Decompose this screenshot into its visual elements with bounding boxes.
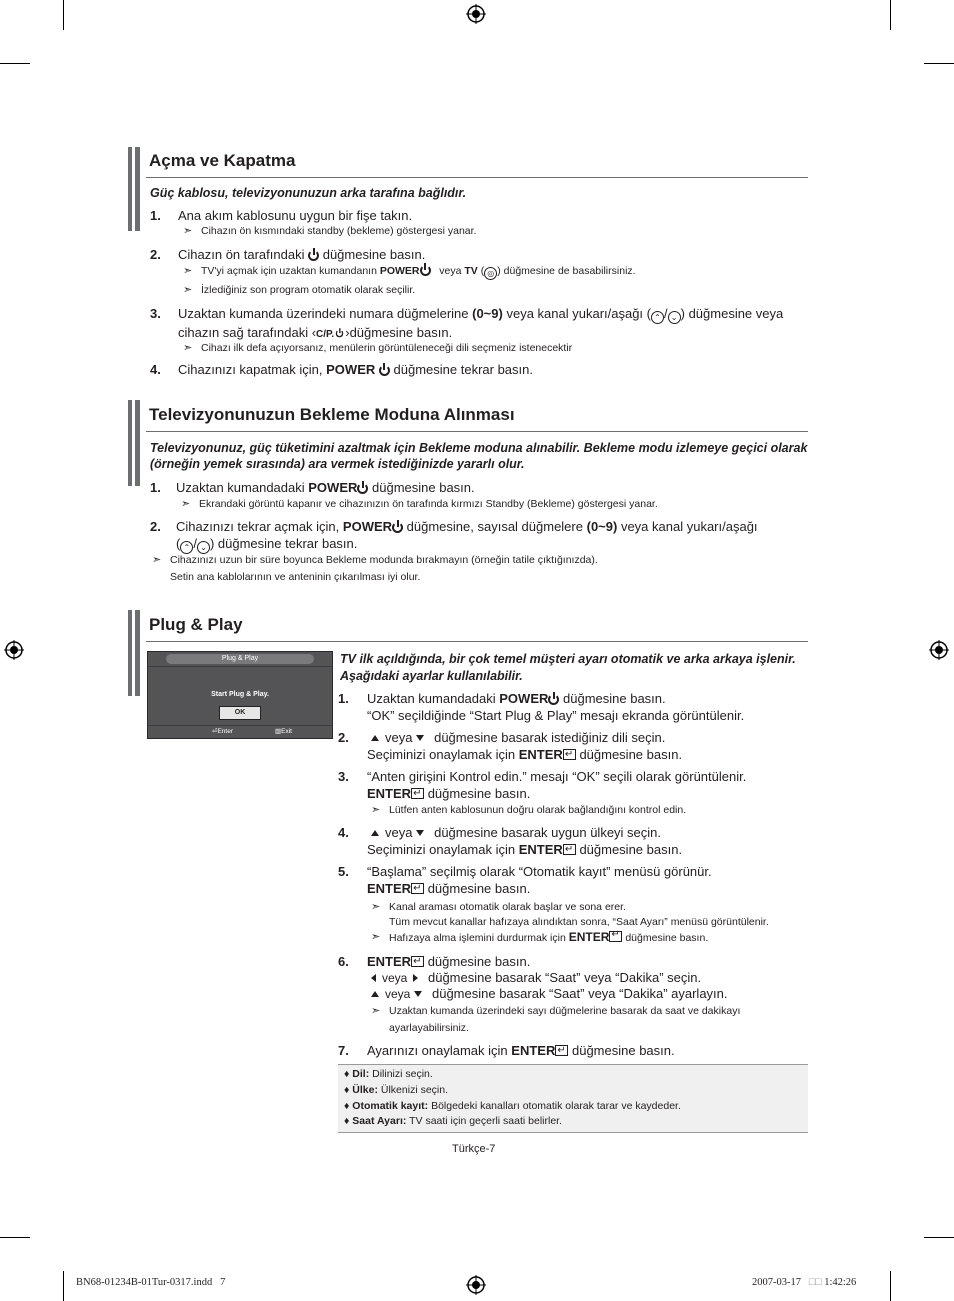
arrow-down-icon (414, 991, 422, 997)
step-number: 4. (338, 825, 349, 840)
registration-mark-icon (466, 1275, 486, 1295)
step-text (367, 690, 744, 724)
summary-text: Ülkenizi seçin. (380, 1084, 448, 1096)
text-part: Seçiminizi onaylamak için (367, 747, 516, 762)
registration-mark-icon (466, 4, 486, 24)
text-part: Uzaktan kumanda üzerindeki numara düğmelerine (178, 306, 469, 321)
power-label: POWER (308, 480, 358, 495)
text-part: düğmesine basın. (322, 247, 426, 262)
arrow-up-icon (371, 735, 379, 741)
text-part: veya kanal yukarı/aşağı (620, 519, 758, 534)
text-part: düğmesine basın. (579, 747, 683, 762)
note-text: Kanal araması otomatik olarak başlar ve sona erer. (389, 901, 626, 913)
summary-label: Otomatik kayıt: (352, 1100, 429, 1112)
crop-mark (63, 0, 64, 30)
text-part: düğmesine basarak istediğiniz dili seçin. (434, 730, 666, 745)
note-text: TV'yi açmak için uzaktan kumandanın POWER veya TV ( ◎ ) düğmesine de basabilirsiniz. (201, 265, 636, 278)
power-label: POWER (342, 519, 393, 534)
text-part: düğmesine basın. (625, 932, 709, 944)
chevron-right-icon: › (345, 325, 350, 340)
exit-icon: ▥ (275, 728, 282, 735)
power-label: POWER (499, 691, 549, 706)
text-part: Cihazın ön tarafındaki (178, 247, 305, 262)
text-part: veya (382, 971, 408, 985)
arrow-up-icon (371, 830, 379, 836)
enter-label: ENTER (518, 842, 563, 857)
screen-enter-hint (212, 727, 233, 735)
crop-mark (890, 0, 891, 30)
arrow-down-icon (416, 735, 424, 741)
text-part: düğmesine basın. (579, 842, 683, 857)
enter-icon (411, 788, 424, 799)
summary-row (344, 1067, 433, 1081)
text-part: düğmesine basın. (372, 480, 475, 495)
summary-label: Ülke: (352, 1084, 378, 1096)
text-part: düğmesine basın. (571, 1043, 675, 1058)
step-text (367, 953, 530, 970)
summary-row (344, 1083, 448, 1097)
enter-icon (411, 956, 424, 967)
step-text (367, 768, 746, 802)
section-rule (146, 641, 808, 642)
step-number: 2. (338, 730, 349, 745)
step-number: 1. (150, 480, 161, 495)
section-rule (146, 177, 808, 178)
screen-title: Plug & Play (221, 655, 259, 662)
footer-time: 1:42:26 (824, 1277, 857, 1288)
settings-summary-box (338, 1064, 808, 1133)
summary-row (344, 1114, 562, 1128)
print-footer-date (752, 1277, 856, 1288)
chevron-left-icon: ‹ (311, 325, 317, 340)
step-text (178, 246, 808, 263)
arrow-icon: ➣ (183, 284, 193, 296)
arrow-left-icon (371, 974, 376, 982)
enter-label: ENTER (518, 747, 563, 762)
step-number: 5. (338, 864, 349, 879)
text-part: Hafızaya alma işlemini durdurmak için (389, 932, 566, 944)
section-bar-stripe (132, 400, 135, 486)
note-text: Lütfen anten kablosunun doğru olarak bağlandığını kontrol edin. (389, 804, 687, 816)
section-bar-stripe (132, 147, 135, 231)
step-number: 2. (150, 247, 161, 262)
print-footer-file: BN68-01234B-01Tur-0317.indd 7 (76, 1277, 226, 1288)
enter-label: Enter (217, 728, 233, 735)
text-part: düğmesine basarak “Saat” veya “Dakika” seçin. (427, 970, 702, 985)
summary-label: Dil: (352, 1068, 370, 1080)
text-part: veya (385, 730, 413, 745)
arrow-icon: ➣ (183, 342, 193, 354)
step-text (367, 970, 728, 1002)
power-icon (308, 250, 319, 261)
step-text: Cihazınızı tekrar açmak için, POWER düğmesine, sayısal düğmelere (0~9) veya kanal yukarı/aşağı ( ⌃ / ⌄ ) düğmesine tekrar basın. (176, 519, 758, 552)
section-title: Açma ve Kapatma (149, 151, 296, 170)
crop-mark (63, 1271, 64, 1301)
enter-icon (563, 749, 576, 760)
step-text (367, 863, 712, 897)
step-text: Uzaktan kumanda üzerindeki numara düğmelerine (0~9) veya kanal yukarı/aşağı ( ⌃ / ⌄ ) düğmesine veya cihazın sağ tarafındaki ‹C/P. ›düğmesine basın. (178, 306, 784, 340)
power-icon (336, 330, 344, 338)
power-icon (379, 365, 390, 376)
section-bar-stripe (132, 610, 135, 696)
section-title: Plug & Play (149, 615, 243, 634)
note-text: ayarlayabilirsiniz. (389, 1022, 469, 1034)
step-text (178, 361, 808, 378)
power-label: POWER (326, 362, 376, 377)
note-text: Cihazınızı uzun bir süre boyunca Bekleme modunda bırakmayın (örneğin tatile çıktığınızda). (170, 554, 598, 566)
text-part: (0~9) (586, 519, 618, 534)
step-number: 3. (150, 306, 161, 321)
section-intro: Televizyonunuz, güç tüketimini azaltmak için Bekleme moduna alınabilir. Bekleme modu izlemeye geçici olarak (örneğin yemek sırasında) ara vermek istediğinizde yararlı olur. (150, 441, 808, 471)
section-acma-kapatma (128, 147, 808, 387)
summary-row (344, 1099, 681, 1113)
crop-mark (0, 1237, 30, 1238)
text-part: cihazın sağ tarafındaki (178, 325, 309, 340)
text-part: düğmesine basın. (427, 881, 531, 896)
step-number: 2. (150, 519, 161, 534)
enter-icon (555, 1045, 568, 1056)
text-part: veya kanal yukarı/aşağı ( (506, 306, 651, 321)
note-text: Setin ana kablolarının ve anteninin çıkarılması iyi olur. (170, 571, 421, 583)
arrow-right-icon (413, 974, 418, 982)
channel-up-icon: ⌃ (651, 311, 664, 324)
tv-screen-illustration (147, 651, 333, 739)
screen-ok-button: OK (219, 706, 261, 720)
text-part: Uzaktan kumandadaki (176, 480, 305, 495)
bullet-icon: ♦ (344, 1084, 350, 1096)
section-intro: Güç kablosu, televizyonunuzun arka tarafına bağlıdır. (150, 186, 467, 200)
summary-label: Saat Ayarı: (352, 1115, 407, 1127)
text-part: veya (439, 265, 462, 277)
crop-mark (890, 1271, 891, 1301)
enter-icon (609, 931, 622, 942)
note-text: İzlediğiniz son program otomatik olarak seçilir. (201, 284, 416, 296)
note-text: Tüm mevcut kanallar hafızaya alındıktan sonra, “Saat Ayarı” menüsü görüntülenir. (389, 916, 769, 928)
footer-date: 2007-03-17 (752, 1277, 801, 1288)
crop-mark (924, 1237, 954, 1238)
arrow-icon: ➣ (371, 804, 381, 816)
text-part: düğmesine basın. (427, 786, 531, 801)
text-part: düğmesine de basabilirsiniz. (503, 265, 636, 277)
crop-mark (0, 63, 30, 64)
note-text: Uzaktan kumanda üzerindeki sayı düğmelerine basarak da saat ve dakikayı (389, 1005, 741, 1017)
bullet-icon: ♦ (344, 1100, 350, 1112)
arrow-icon: ➣ (181, 498, 191, 510)
section-title: Televizyonunuzun Bekleme Moduna Alınması (149, 405, 515, 424)
text-part: ) düğmesine veya (680, 306, 784, 321)
arrow-icon: ➣ (183, 265, 193, 277)
text-part: düğmesine basarak “Saat” veya “Dakika” ayarlayın. (431, 986, 728, 1001)
summary-text: TV saati için geçerli saati belirler. (409, 1115, 563, 1127)
bullet-icon: ♦ (344, 1068, 350, 1080)
summary-text: Bölgedeki kanalları otomatik olarak tarar ve kaydeder. (431, 1100, 681, 1112)
summary-text: Dilinizi seçin. (372, 1068, 433, 1080)
step-number: 1. (338, 691, 349, 706)
text-part: (0~9) (472, 306, 503, 321)
note-text (389, 930, 708, 945)
arrow-icon: ➣ (152, 554, 162, 566)
text-part: düğmesine basın. (563, 691, 666, 706)
channel-down-icon: ⌄ (197, 541, 210, 554)
arrow-icon: ➣ (371, 931, 381, 943)
crop-mark (924, 63, 954, 64)
section-bekleme-modu (128, 400, 808, 590)
arrow-icon: ➣ (371, 1005, 381, 1017)
text-part: düğmesine basarak uygun ülkeyi seçin. (434, 825, 662, 840)
text-part: ( (176, 536, 181, 551)
enter-icon: ⏎ (212, 728, 218, 735)
text-part: Seçiminizi onaylamak için (367, 842, 516, 857)
channel-up-icon: ⌃ (180, 541, 193, 554)
arrow-down-icon (416, 830, 424, 836)
tv-button-icon: ◎ (484, 267, 497, 280)
footer-boxes: □□ (808, 1277, 822, 1288)
text-part: düğmesine tekrar basın. (393, 362, 533, 377)
note-text: Cihazı ilk defa açıyorsanız, menülerin görüntüleneceği dili seçmeniz istenecektir (201, 342, 573, 354)
text-part: Ayarınızı onaylamak için (367, 1043, 508, 1058)
arrow-icon: ➣ (183, 225, 193, 237)
text-part: “Başlama” seçilmiş olarak “Otomatik kayıt” menüsü görünür. (367, 864, 712, 879)
bullet-icon: ♦ (344, 1115, 350, 1127)
step-text (176, 479, 808, 496)
step-text (367, 1042, 675, 1059)
text-part: ) düğmesine tekrar basın. (209, 536, 358, 551)
screen-footer-bar (148, 725, 332, 726)
channel-down-icon: ⌄ (668, 311, 681, 324)
registration-mark-icon (4, 640, 24, 660)
step-number: 4. (150, 362, 161, 377)
section-rule (146, 431, 808, 432)
registration-mark-icon (929, 640, 949, 660)
text-part: düğmesine basın. (427, 954, 531, 969)
text-part: Cihazınızı kapatmak için, (178, 362, 323, 377)
pnp-intro: TV ilk açıldığında, bir çok temel müşteri ayarı otomatik ve arka arkaya işlenir. Aşağıdaki ayarlar kullanılabilir. (340, 652, 796, 683)
enter-label: ENTER (367, 881, 412, 896)
arrow-icon: ➣ (371, 901, 381, 913)
text-part: Cihazınızı tekrar açmak için, (176, 519, 340, 534)
power-icon (420, 265, 431, 276)
page-number: Türkçe-7 (452, 1143, 496, 1155)
step-text: Ana akım kablosunu uygun bir fişe takın. (178, 208, 413, 223)
text-part: veya (385, 987, 411, 1001)
step-number: 6. (338, 954, 349, 969)
step-number: 3. (338, 769, 349, 784)
text-part: Uzaktan kumandadaki (367, 691, 496, 706)
step-number: 7. (338, 1043, 349, 1058)
text-part: düğmesine basın. (349, 325, 453, 340)
note-text: Cihazın ön kısmındaki standby (bekleme) göstergesi yanar. (201, 225, 477, 237)
screen-divider (148, 666, 332, 667)
screen-exit-hint (275, 727, 292, 735)
exit-label: Exit (281, 728, 292, 735)
power-icon (357, 483, 368, 494)
text-part: “OK” seçildiğinde “Start Plug & Play” mesajı ekranda görüntülenir. (367, 708, 745, 723)
enter-label: ENTER (568, 930, 610, 944)
text-part: “Anten girişini Kontrol edin.” mesajı “OK” seçili olarak görüntülenir. (367, 769, 747, 784)
power-icon (392, 522, 403, 533)
cp-label: C/P. (316, 329, 335, 340)
power-icon (548, 694, 559, 705)
screen-message: Start Plug & Play. (211, 691, 269, 698)
enter-label: ENTER (367, 954, 412, 969)
power-label: POWER (379, 265, 420, 277)
step-number: 1. (150, 208, 161, 223)
tv-label: TV (464, 265, 478, 277)
text-part: veya (385, 825, 413, 840)
arrow-up-icon (371, 991, 379, 997)
step-text (367, 824, 682, 858)
text-part: düğmesine, sayısal düğmelere (406, 519, 583, 534)
enter-label: ENTER (511, 1043, 556, 1058)
note-text: Ekrandaki görüntü kapanır ve cihazınızın ön tarafında kırmızı Standby (Bekleme) göstergesi yanar. (199, 498, 658, 510)
enter-icon (411, 883, 424, 894)
text-part: TV'yi açmak için uzaktan kumandanın (201, 265, 377, 277)
enter-label: ENTER (367, 786, 412, 801)
enter-icon (563, 844, 576, 855)
step-text (367, 729, 682, 763)
